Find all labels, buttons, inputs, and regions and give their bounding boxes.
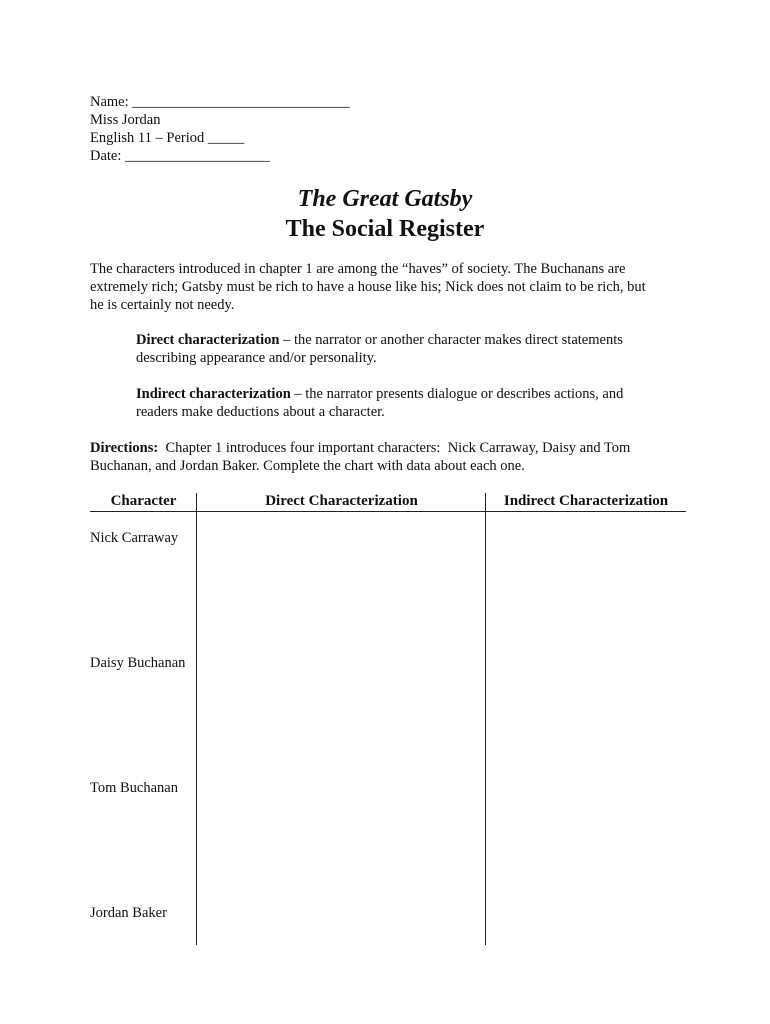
name-field[interactable]: Name: ______________________________ — [90, 94, 350, 110]
class-period-field[interactable]: English 11 – Period _____ — [90, 130, 245, 146]
document-title: The Great Gatsby — [297, 186, 473, 212]
directions-text: Buchanan, and Jordan Baker. Complete the chart with data about each one. — [90, 458, 525, 474]
column-divider — [485, 493, 486, 945]
definition-text: – the narrator or another character makes direct statements — [279, 332, 623, 348]
directions-text: Chapter 1 introduces four important characters: Nick Carraway, Daisy and Tom — [158, 440, 631, 456]
direct-definition — [136, 331, 623, 349]
teacher-name: Miss Jordan — [90, 112, 161, 128]
intro-line: he is certainly not needy. — [90, 297, 235, 313]
date-field[interactable]: Date: ____________________ — [90, 148, 271, 164]
character-row-label: Nick Carraway — [90, 530, 179, 546]
column-header-character: Character — [110, 493, 177, 509]
character-row-label: Daisy Buchanan — [90, 655, 186, 671]
definition-term: Indirect characterization — [136, 386, 291, 402]
definition-text: – the narrator presents dialogue or describes actions, and — [290, 386, 624, 402]
header-divider — [90, 511, 686, 512]
intro-line: extremely rich; Gatsby must be rich to have a house like his; Nick does not claim to be rich, but — [90, 279, 646, 295]
column-header-indirect: Indirect Characterization — [503, 493, 669, 509]
intro-line: The characters introduced in chapter 1 are among the “haves” of society. The Buchanans are — [90, 261, 626, 277]
directions-label: Directions: — [90, 440, 159, 456]
document-subtitle: The Social Register — [285, 216, 485, 242]
character-row-label: Jordan Baker — [90, 905, 167, 921]
directions — [90, 439, 630, 457]
definition-text: describing appearance and/or personality. — [136, 350, 377, 366]
definition-term: Direct characterization — [136, 332, 280, 348]
character-row-label: Tom Buchanan — [90, 780, 178, 796]
indirect-definition — [136, 385, 623, 403]
column-header-direct: Direct Characterization — [265, 493, 418, 509]
column-divider — [196, 493, 197, 945]
definition-text: readers make deductions about a character. — [136, 404, 385, 420]
